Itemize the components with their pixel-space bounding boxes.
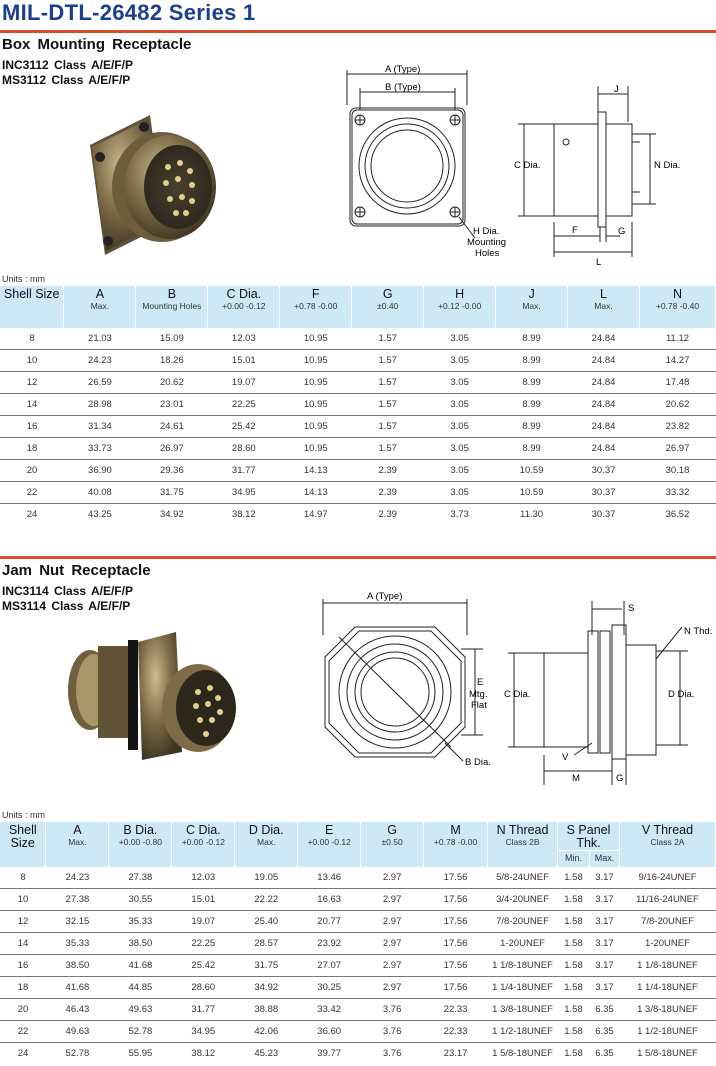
box-receptacle-side-drawing [510,82,690,267]
table1-row [0,372,716,394]
table1-cell: 14.13 [280,460,352,482]
table1-cell: 3.05 [424,394,496,416]
table2-cell: 45.23 [254,1047,279,1059]
table2-cell: 1-20UNEF [488,932,558,954]
table1-cell: 3.05 [424,482,496,504]
table1-header-8: L Max. [568,286,640,328]
table1-cell: 14 [0,394,64,416]
table1-cell: 2.39 [352,460,424,482]
table1-cell: 10.95 [280,328,352,350]
table2-header-5: E +0.00 -0.12 [298,822,361,867]
table2-cell: 27.07 [298,954,361,976]
table2-cell: 15.01 [172,888,235,910]
table2-cell: 42.06 [235,1020,298,1042]
table2-header-3: C Dia. +0.00 -0.12 [172,822,235,867]
table2-cell: 11/16-24UNEF [619,888,715,910]
table1-row [0,438,716,460]
table2-cell: 1 1/2-18UNEF [488,1020,558,1042]
section1-sub1: INC3112 Class A/E/F/P [2,58,133,72]
table1-cell: 10.95 [280,394,352,416]
table1-cell: 1.57 [352,372,424,394]
table2-cell: 1.58 [558,954,590,976]
label-e-mtg: Mtg. [469,689,488,700]
table1-header-3: C Dia. +0.00 -0.12 [208,286,280,328]
table2-cell: 3.76 [361,998,424,1020]
table2-cell: 28.57 [235,932,298,954]
label-b-type: B (Type) [385,82,421,93]
table2-row [0,932,716,954]
section2-rule [0,556,716,559]
table2-cell: 27.38 [46,888,109,910]
table1-cell: 14.97 [303,509,328,520]
table1-cell: 30.18 [639,460,715,482]
table1-row [0,416,716,438]
label-e-flat: Flat [471,700,487,711]
table1-cell: 8 [0,328,64,350]
table1-cell: 1.57 [352,394,424,416]
table1-cell: 11.12 [639,328,715,350]
table2-cell: 3/4-20UNEF [488,888,558,910]
table1-cell: 28.60 [208,438,280,460]
table2-cell: 34.95 [172,1020,235,1042]
label-d-dia: D Dia. [668,689,695,700]
table2-cell: 1.58 [558,998,590,1020]
table1-cell: 11.30 [520,509,544,520]
table1-cell: 22 [0,482,64,504]
table1-cell: 12.03 [208,328,280,350]
table1-row [0,328,716,350]
table2-cell: 2.97 [361,910,424,932]
table1-cell: 3.05 [424,372,496,394]
table1-cell: 8.99 [496,416,568,438]
table2-header-6: G ±0.50 [361,822,424,867]
label-s: S [628,603,635,614]
table1-header-9: N +0.78 -0.40 [639,286,715,328]
table2-cell: 16 [0,954,46,976]
table2-cell: 25.42 [172,954,235,976]
label-f: F [572,225,578,236]
table2-row [0,998,716,1020]
table2-cell: 3.76 [361,1020,424,1042]
table2-cell: 1 5/8-18UNEF [637,1047,698,1059]
table2-cell: 7/8-20UNEF [619,910,715,932]
table1-cell: 8.99 [496,328,568,350]
label-n-thd: N Thd. [684,626,713,637]
table1-cell: 16 [0,416,64,438]
table1-cell: 34.95 [208,482,280,504]
table1-cell: 10.59 [496,460,568,482]
jam-nut-side-drawing [500,595,715,785]
label-j: J [614,84,619,95]
table1-cell: 24.84 [568,394,640,416]
table2-cell: 17.56 [424,976,488,998]
table2-cell: 36.60 [298,1020,361,1042]
table1-cell: 18 [0,438,64,460]
table1-cell: 30.37 [568,482,640,504]
table1-cell: 25.42 [208,416,280,438]
table2-cell: 5/8-24UNEF [488,867,558,889]
jam-nut-table [0,822,716,1064]
jam-nut-receptacle-photo [58,632,233,772]
table2-cell: 22 [0,1020,46,1042]
table2-cell: 17.56 [424,932,488,954]
table2-cell: 1 1/2-18UNEF [619,1020,715,1042]
section1-sub2: MS3112 Class A/E/F/P [2,73,131,87]
table1-header-0: Shell Size [0,286,64,328]
table2-cell: 22.22 [235,888,298,910]
table2-s-sub-1: Max. [589,851,619,867]
table1-cell: 19.07 [208,372,280,394]
table1-cell: 10.95 [280,350,352,372]
table2-cell: 44.85 [109,976,172,998]
table2-cell: 24.23 [46,867,109,889]
table2-cell: 3.17 [589,976,619,998]
section2-sub1: INC3114 Class A/E/F/P [2,584,133,598]
table1-cell: 8.99 [496,438,568,460]
table1-cell: 28.98 [64,394,136,416]
table1-header-6: H +0.12 -0.00 [424,286,496,328]
table2-cell: 22.33 [424,1020,488,1042]
table1-cell: 26.97 [136,438,208,460]
table2-row [0,888,716,910]
table2-row [0,1020,716,1042]
table2-cell: 35.33 [109,910,172,932]
table2-cell: 23.17 [443,1047,468,1059]
table2-cell: 1 1/8-18UNEF [619,954,715,976]
label-h-mounting: Mounting [467,237,507,248]
table2-cell: 19.07 [172,910,235,932]
table2-cell: 1 1/4-18UNEF [619,976,715,998]
table1-cell: 22.25 [208,394,280,416]
table2-cell: 39.77 [317,1047,342,1059]
table2-cell: 3.76 [382,1047,402,1059]
table1-cell: 30.37 [568,460,640,482]
label-l: L [596,257,602,268]
table2-row [0,867,716,889]
jam-nut-front-drawing [315,585,495,775]
table2-cell: 55.95 [128,1047,153,1059]
table2-cell: 49.63 [109,998,172,1020]
table1-cell: 10 [0,350,64,372]
table1-cell: 23.01 [136,394,208,416]
table1-cell: 40.08 [64,482,136,504]
table2-cell: 1 1/8-18UNEF [488,954,558,976]
table2-cell: 20 [0,998,46,1020]
table1-cell: 20 [0,460,64,482]
table1-cell: 24.84 [568,372,640,394]
table1-cell: 23.82 [639,416,715,438]
table2-header-2: B Dia. +0.00 -0.80 [109,822,172,867]
table1-cell: 31.77 [208,460,280,482]
table2-cell: 22.25 [172,932,235,954]
table1-cell: 1.57 [352,350,424,372]
section2-title: Jam Nut Receptacle [2,562,151,579]
table2-cell: 18 [0,976,46,998]
table2-cell: 3.17 [589,932,619,954]
table1-row [0,504,716,526]
table1-cell: 8.99 [496,350,568,372]
table1-cell: 2.39 [378,509,397,520]
table1-cell: 3.05 [424,438,496,460]
table2-header-7: M +0.78 -0.00 [424,822,488,867]
table1-cell: 3.05 [424,460,496,482]
table1-cell: 1.57 [352,328,424,350]
table1-header-2: B Mounting Holes [136,286,208,328]
table1-header-1: A Max. [64,286,136,328]
table1-cell: 12 [0,372,64,394]
table2-cell: 1.58 [564,1047,583,1059]
table2-cell: 17.56 [424,954,488,976]
table1-cell: 24.61 [136,416,208,438]
table1-row [0,394,716,416]
section2-sub2: MS3114 Class A/E/F/P [2,599,131,613]
table1-cell: 14.27 [639,350,715,372]
table1-cell: 10.95 [280,438,352,460]
table1-cell: 30.37 [591,509,616,520]
table2-cell: 12 [0,910,46,932]
table1-cell: 31.75 [136,482,208,504]
table2-cell: 6.35 [595,1047,614,1059]
table1-cell: 3.73 [450,509,469,520]
table1-cell: 15.09 [136,328,208,350]
label-e: E [477,677,484,688]
table2-cell: 14 [0,932,46,954]
table2-cell: 38.88 [235,998,298,1020]
label-c-dia-2: C Dia. [504,689,531,700]
table1-cell: 24.84 [568,350,640,372]
table1-cell: 3.05 [424,328,496,350]
table2-cell: 2.97 [361,888,424,910]
table2-cell: 38.50 [46,954,109,976]
table1-cell: 10.59 [496,482,568,504]
table1-header-4: F +0.78 -0.00 [280,286,352,328]
table2-cell: 41.68 [46,976,109,998]
table2-cell: 1.58 [558,910,590,932]
table2-cell: 25.40 [235,910,298,932]
table2-cell: 31.77 [172,998,235,1020]
label-b-dia: B Dia. [465,757,491,768]
table2-cell: 2.97 [361,976,424,998]
table2-cell: 52.78 [109,1020,172,1042]
table1-cell: 29.36 [136,460,208,482]
table2-s-sub-0: Min. [558,851,590,867]
table2-header-1: A Max. [46,822,109,867]
table2-cell: 52.78 [65,1047,90,1059]
table2-cell: 34.92 [235,976,298,998]
table2-cell: 17.56 [424,910,488,932]
table1-cell: 8.99 [496,372,568,394]
table2-cell: 22.33 [424,998,488,1020]
label-m: M [572,773,580,784]
table2-cell: 24 [17,1047,29,1059]
table2-cell: 3.17 [589,888,619,910]
table1-cell: 36.52 [665,509,690,520]
table2-cell: 1.58 [558,867,590,889]
table2-cell: 1.58 [558,888,590,910]
table1-cell: 17.48 [639,372,715,394]
table2-header-10: V Thread Class 2A [619,822,715,867]
box-receptacle-table [0,286,716,525]
table2-cell: 27.38 [109,867,172,889]
table2-header-0: Shell Size [0,822,46,867]
table2-cell: 8 [0,867,46,889]
table1-cell: 26.59 [64,372,136,394]
table2-cell: 3.17 [589,954,619,976]
table2-cell: 23.92 [298,932,361,954]
title-rule [0,30,716,33]
table2-cell: 38.50 [109,932,172,954]
table1-cell: 10.95 [280,372,352,394]
section1-units: Units : mm [2,274,46,284]
table1-cell: 26.97 [639,438,715,460]
table1-cell: 34.92 [159,509,184,520]
table2-cell: 3.17 [589,910,619,932]
table2-cell: 1 3/8-18UNEF [488,998,558,1020]
table1-cell: 1.57 [352,416,424,438]
box-receptacle-front-drawing [335,60,507,260]
table2-cell: 30.55 [109,888,172,910]
table1-header-7: J Max. [496,286,568,328]
label-a-type-2: A (Type) [367,591,403,602]
table1-row [0,460,716,482]
table1-cell: 20.62 [639,394,715,416]
table1-cell: 24.84 [568,328,640,350]
table1-cell: 20.62 [136,372,208,394]
page-title: MIL-DTL-26482 Series 1 [2,0,256,25]
table1-cell: 10.95 [280,416,352,438]
table2-cell: 9/16-24UNEF [619,867,715,889]
table1-cell: 24 [26,509,38,520]
label-a-type: A (Type) [385,64,421,75]
label-c-dia: C Dia. [514,160,541,171]
table2-cell: 12.03 [172,867,235,889]
table1-row [0,482,716,504]
label-h-holes: Holes [475,248,500,259]
table2-cell: 1.58 [558,932,590,954]
table1-cell: 43.25 [88,509,112,520]
table1-cell: 21.03 [64,328,136,350]
table2-cell: 35.33 [46,932,109,954]
table1-header-5: G ±0.40 [352,286,424,328]
table2-cell: 1.58 [558,1020,590,1042]
table1-cell: 3.05 [424,416,496,438]
label-g-2: G [616,773,624,784]
table2-cell: 17.56 [424,888,488,910]
table2-cell: 19.05 [235,867,298,889]
table2-row [0,910,716,932]
table2-row [0,954,716,976]
table2-cell: 1 5/8-18UNEF [492,1047,553,1059]
table2-cell: 10 [0,888,46,910]
table1-cell: 33.32 [639,482,715,504]
table2-cell: 1-20UNEF [619,932,715,954]
table2-cell: 30.25 [298,976,361,998]
table2-header-9: S Panel Thk. [558,822,620,851]
table2-cell: 13.46 [298,867,361,889]
table1-cell: 15.01 [208,350,280,372]
table1-cell: 38.12 [231,509,256,520]
table2-cell: 46.43 [46,998,109,1020]
table2-cell: 7/8-20UNEF [488,910,558,932]
table1-cell: 24.23 [64,350,136,372]
table1-cell: 18.26 [136,350,208,372]
table1-cell: 14.13 [280,482,352,504]
label-g: G [618,226,626,237]
table1-cell: 31.34 [64,416,136,438]
table2-cell: 1.58 [558,976,590,998]
table2-cell: 31.75 [235,954,298,976]
table2-cell: 20.77 [298,910,361,932]
table2-cell: 32.15 [46,910,109,932]
table1-cell: 33.73 [64,438,136,460]
table1-cell: 36.90 [64,460,136,482]
table2-cell: 33.42 [298,998,361,1020]
table2-cell: 2.97 [361,867,424,889]
section2-units: Units : mm [2,810,46,820]
box-receptacle-photo [70,105,220,260]
table2-cell: 41.68 [109,954,172,976]
table1-cell: 24.84 [568,438,640,460]
table2-cell: 2.97 [361,932,424,954]
table1-cell: 1.57 [352,438,424,460]
table1-cell: 24.84 [568,416,640,438]
table2-cell: 3.17 [589,867,619,889]
table1-cell: 8.99 [496,394,568,416]
table2-cell: 2.97 [361,954,424,976]
table2-header-8: N Thread Class 2B [488,822,558,867]
table2-cell: 6.35 [589,998,619,1020]
table2-header-4: D Dia. Max. [235,822,298,867]
table2-cell: 49.63 [46,1020,109,1042]
table2-cell: 17.56 [424,867,488,889]
label-n-dia: N Dia. [654,160,681,171]
label-h-dia: H Dia. [473,226,500,237]
table2-cell: 28.60 [172,976,235,998]
table2-cell: 1 1/4-18UNEF [488,976,558,998]
table1-cell: 3.05 [424,350,496,372]
section1-title: Box Mounting Receptacle [2,36,192,53]
table2-cell: 38.12 [191,1047,216,1059]
table2-row [0,976,716,998]
label-v: V [562,752,569,763]
table1-row [0,350,716,372]
table1-cell: 2.39 [352,482,424,504]
table2-cell: 16.63 [298,888,361,910]
table2-row [0,1042,716,1064]
table2-cell: 1 3/8-18UNEF [619,998,715,1020]
table2-cell: 6.35 [589,1020,619,1042]
